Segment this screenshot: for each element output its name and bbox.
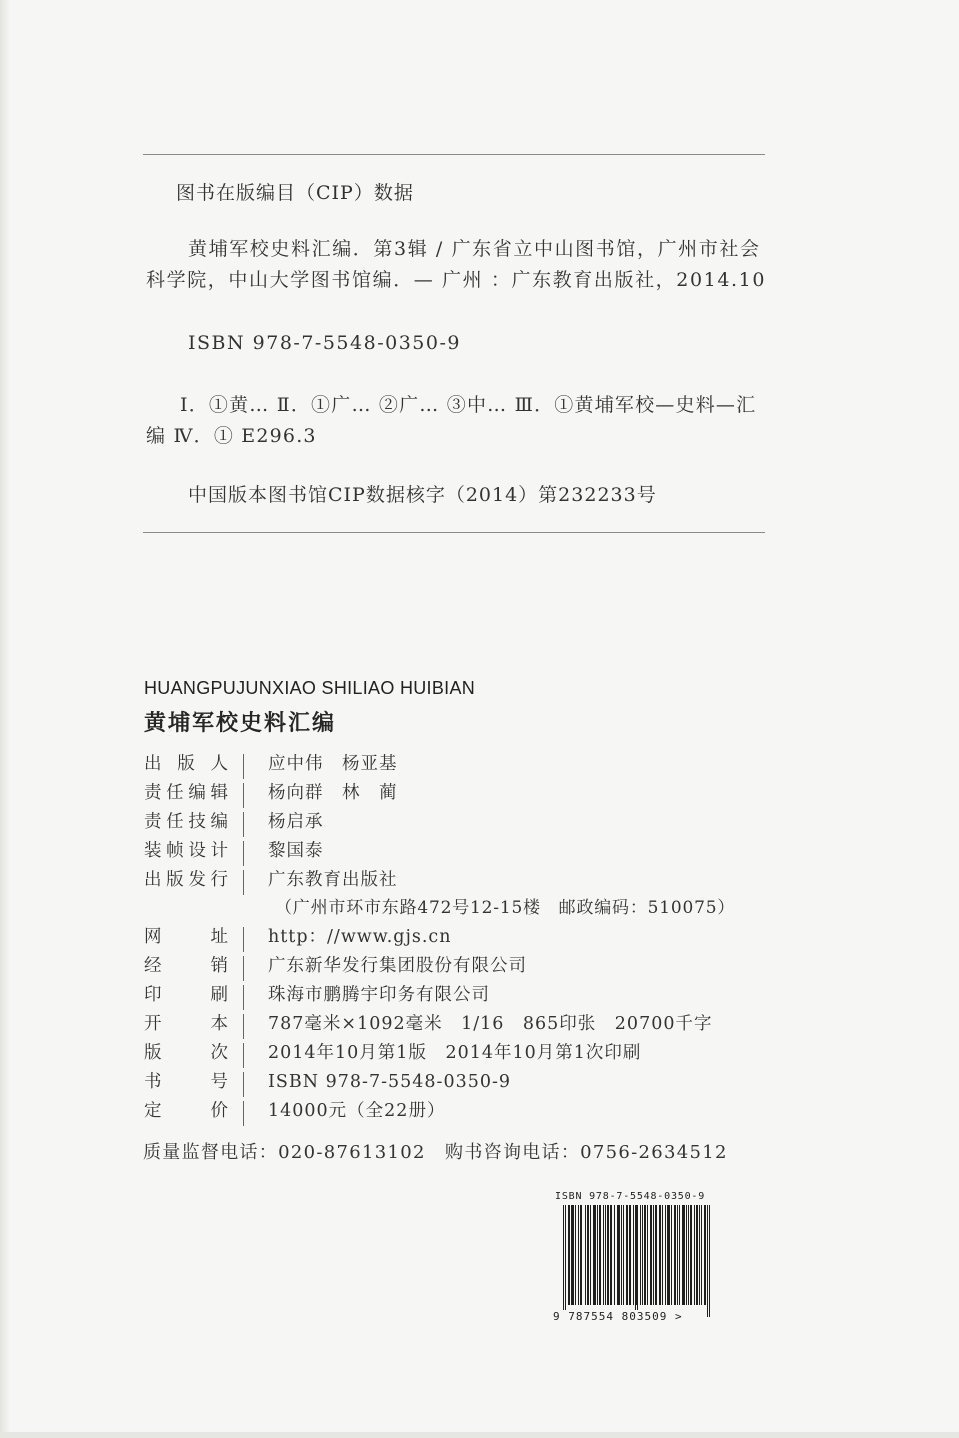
barcode-bar <box>665 1205 666 1305</box>
barcode-bar <box>627 1205 628 1305</box>
barcode-bar <box>688 1205 689 1305</box>
barcode-bar <box>647 1205 648 1305</box>
info-value: 珠海市鹏腾宇印务有限公司 <box>268 985 490 1006</box>
barcode-bar <box>667 1205 668 1305</box>
barcode-bar <box>640 1205 641 1305</box>
info-row-design <box>140 837 780 866</box>
info-label: 定价 <box>144 1100 228 1121</box>
info-value: 14000元（全22册） <box>268 1100 446 1121</box>
barcode-bar <box>568 1205 569 1305</box>
barcode-bar <box>611 1205 612 1305</box>
cip-isbn: ISBN 978-7-5548-0350-9 <box>188 332 461 354</box>
barcode-bar <box>662 1205 663 1305</box>
info-value: 应中伟 杨亚基 <box>268 754 398 774</box>
info-value: 杨启承 <box>268 811 324 832</box>
barcode-bar <box>580 1205 581 1305</box>
barcode-bar <box>636 1205 637 1305</box>
barcode-bar <box>629 1205 630 1305</box>
column-separator <box>243 927 244 952</box>
barcode-bar <box>651 1205 652 1305</box>
info-row-format <box>140 1010 780 1039</box>
info-value: 黎国泰 <box>268 840 324 861</box>
barcode-bar <box>696 1205 697 1305</box>
barcode-bar <box>587 1205 588 1305</box>
barcode-bar <box>633 1205 634 1305</box>
barcode-bar <box>691 1205 692 1305</box>
barcode-bar <box>600 1205 601 1305</box>
info-row-printer <box>140 981 780 1010</box>
barcode-bar <box>585 1205 586 1305</box>
column-separator <box>243 1014 244 1039</box>
barcode-bar <box>630 1205 631 1305</box>
info-label: 版次 <box>144 1042 228 1063</box>
barcode-bar <box>697 1205 698 1305</box>
info-label: 责任编辑 <box>144 782 228 803</box>
column-separator <box>243 870 244 895</box>
info-label: 开本 <box>144 1014 228 1035</box>
barcode-bar <box>619 1205 620 1305</box>
barcode-bar <box>699 1205 700 1305</box>
barcode-bar <box>674 1205 675 1305</box>
barcode-bar <box>694 1205 695 1305</box>
barcode-isbn-text: ISBN 978-7-5548-0350-9 <box>555 1191 706 1202</box>
barcode-bar <box>701 1205 702 1305</box>
info-value: ISBN 978-7-5548-0350-9 <box>268 1071 512 1092</box>
barcode-bar <box>571 1205 572 1305</box>
barcode-bar <box>642 1205 643 1305</box>
info-label: 出版人 <box>144 754 228 774</box>
info-row-website <box>140 923 780 952</box>
barcode-bar <box>645 1205 646 1305</box>
info-row-distribution <box>140 866 780 895</box>
isbn-barcode <box>563 1205 711 1317</box>
column-separator <box>243 812 244 837</box>
barcode-bar <box>682 1205 683 1305</box>
info-value: 2014年10月第1版 2014年10月第1次印刷 <box>268 1042 642 1063</box>
barcode-bar <box>637 1205 638 1317</box>
barcode-bar <box>668 1205 669 1305</box>
website-url: http：//www.gjs.cn <box>268 927 452 948</box>
barcode-bar <box>617 1205 618 1305</box>
barcode-bar <box>594 1205 595 1305</box>
publication-info <box>140 750 780 1126</box>
barcode-bar <box>644 1205 645 1305</box>
info-value: 广东新华发行集团股份有限公司 <box>268 956 527 977</box>
barcode-bar <box>623 1205 624 1305</box>
barcode-bar <box>705 1205 706 1305</box>
info-value: 广东教育出版社 <box>268 869 398 890</box>
barcode-digits: 9 787554 803509 > <box>553 1310 683 1323</box>
page-edge-shadow <box>0 0 10 1438</box>
barcode-bar <box>572 1205 573 1305</box>
barcode-bar <box>671 1205 672 1305</box>
barcode-bar <box>610 1205 611 1305</box>
info-row-editor <box>140 779 780 808</box>
info-row-address <box>140 894 780 923</box>
column-separator <box>243 1072 244 1097</box>
info-label: 书号 <box>144 1071 228 1092</box>
info-label: 经销 <box>144 956 228 977</box>
barcode-bar <box>593 1205 594 1305</box>
barcode-bar <box>635 1205 636 1317</box>
barcode-bar <box>614 1205 615 1305</box>
barcode-bar <box>709 1205 710 1317</box>
info-value: 787毫米×1092毫米 1/16 865印张 20700千字 <box>268 1014 713 1035</box>
barcode-bar <box>590 1205 591 1305</box>
column-separator <box>243 1043 244 1068</box>
barcode-bar <box>578 1205 579 1305</box>
barcode-bar <box>603 1205 604 1305</box>
column-separator <box>243 956 244 981</box>
cip-record-number: 中国版本图书馆CIP数据核字（2014）第232233号 <box>188 484 657 506</box>
barcode-bar <box>563 1205 564 1317</box>
info-row-publisher <box>140 750 780 779</box>
barcode-bar <box>679 1205 680 1305</box>
barcode-bar <box>621 1205 622 1305</box>
info-row-edition <box>140 1039 780 1068</box>
info-row-tech-editor <box>140 808 780 837</box>
barcode-bar <box>569 1205 570 1305</box>
barcode-bar <box>690 1205 691 1305</box>
top-divider <box>143 154 765 155</box>
cip-classification: Ⅰ．①黄… Ⅱ．①广… ②广… ③中… Ⅲ．①黄埔军校—史料—汇编 Ⅳ．① E296.3 <box>146 394 757 447</box>
column-separator <box>243 783 244 808</box>
bottom-divider <box>143 532 765 533</box>
cip-description: 黄埔军校史料汇编．第3辑 / 广东省立中山图书馆，广州市社会科学院，中山大学图书馆编．— 广州 ：广东教育出版社，2014.10 <box>146 238 767 291</box>
page-bottom-edge <box>0 1432 959 1438</box>
barcode-bar <box>660 1205 661 1305</box>
info-row-seller <box>140 952 780 981</box>
publisher-address: （广州市环市东路472号12-15楼 邮政编码：510075） <box>275 898 736 919</box>
info-label: 装帧设计 <box>144 840 228 861</box>
info-label: 网址 <box>144 927 228 948</box>
barcode-bar <box>608 1205 609 1305</box>
column-separator <box>243 1101 244 1126</box>
barcode-bar <box>669 1205 670 1305</box>
barcode-bar <box>707 1205 708 1317</box>
barcode-bar <box>595 1205 596 1305</box>
cip-heading: 图书在版编目（CIP）数据 <box>176 182 414 204</box>
pinyin-title: HUANGPUJUNXIAO SHILIAO HUIBIAN <box>144 678 476 698</box>
barcode-bar <box>686 1205 687 1305</box>
info-row-price <box>140 1097 780 1126</box>
barcode-bar <box>683 1205 684 1305</box>
barcode-bar <box>659 1205 660 1305</box>
barcode-bar <box>597 1205 598 1305</box>
barcode-bar <box>599 1205 600 1305</box>
barcode-bar <box>607 1205 608 1305</box>
barcode-bar <box>588 1205 589 1305</box>
barcode-bar <box>605 1205 606 1305</box>
barcode-bar <box>573 1205 574 1305</box>
barcode-bar <box>704 1205 705 1305</box>
column-separator <box>243 841 244 866</box>
book-title: 黄埔军校史料汇编 <box>144 710 337 735</box>
barcode-bar <box>565 1205 566 1317</box>
barcode-bar <box>653 1205 654 1305</box>
contact-phones: 质量监督电话：020-87613102 购书咨询电话：0756-2634512 <box>143 1142 728 1163</box>
barcode-bar <box>677 1205 678 1305</box>
barcode-bar <box>650 1205 651 1305</box>
info-label: 出版发行 <box>144 869 228 890</box>
info-label: 印刷 <box>144 985 228 1006</box>
column-separator <box>243 754 244 779</box>
column-separator <box>243 985 244 1010</box>
barcode-bar <box>675 1205 676 1305</box>
barcode-bar <box>618 1205 619 1305</box>
barcode-bar <box>581 1205 582 1305</box>
barcode-bar <box>684 1205 685 1305</box>
info-row-isbn <box>140 1068 780 1097</box>
barcode-bar <box>656 1205 657 1305</box>
barcode-bar <box>575 1205 576 1305</box>
info-label: 责任技编 <box>144 811 228 832</box>
barcode-bar <box>626 1205 627 1305</box>
barcode-bar <box>655 1205 656 1305</box>
info-value: 杨向群 林 蔺 <box>268 782 398 803</box>
